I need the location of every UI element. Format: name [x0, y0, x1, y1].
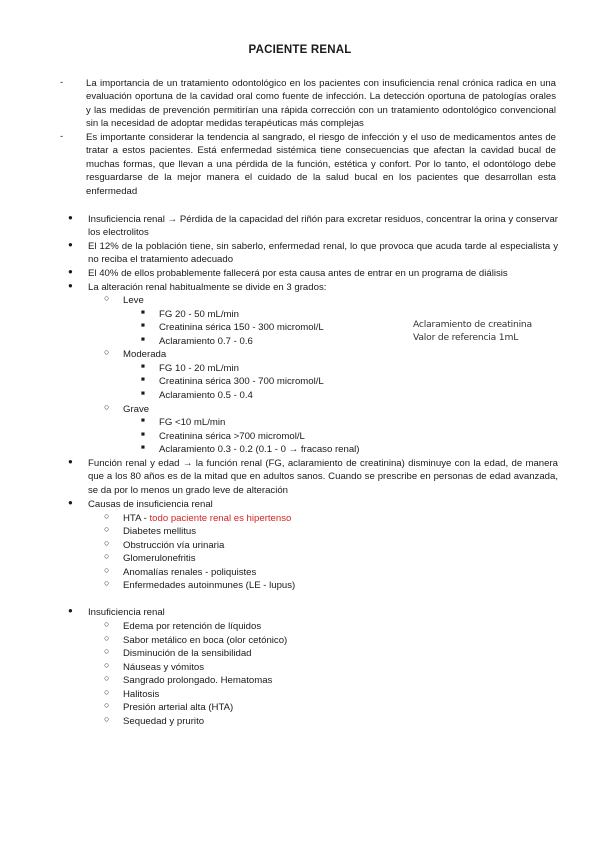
circle-bullet-icon: ○ — [104, 660, 110, 670]
grade-value: FG 20 - 50 mL/min — [159, 309, 239, 320]
circle-bullet-icon: ○ — [104, 673, 110, 683]
bullet-icon: ● — [68, 498, 73, 507]
intro-paragraph — [62, 77, 556, 131]
list-item — [68, 457, 558, 497]
symptom-item: Sangrado prolongado. Hematomas — [123, 675, 273, 686]
list-item — [104, 552, 196, 565]
circle-bullet-icon: ○ — [104, 700, 110, 710]
side-note — [413, 319, 532, 344]
bullet-icon: ● — [68, 281, 73, 290]
grade-value: Aclaramiento 0.3 - 0.2 (0.1 - 0 → fracaso renal) — [159, 444, 360, 455]
square-bullet-icon: ■ — [141, 363, 145, 370]
grade-value: Creatinina sérica 300 - 700 micromol/L — [159, 376, 324, 387]
bullet-icon: ● — [68, 267, 73, 276]
list-item — [104, 566, 256, 579]
circle-bullet-icon: ○ — [104, 633, 110, 643]
list-item — [104, 539, 224, 552]
circle-bullet-icon: ○ — [104, 578, 110, 588]
list-item — [104, 674, 272, 687]
list-item — [141, 362, 239, 375]
symptoms-title: Insuficiencia renal — [88, 607, 165, 618]
square-bullet-icon: ■ — [141, 444, 145, 451]
symptom-item: Disminución de la sensibilidad — [123, 648, 252, 659]
square-bullet-icon: ■ — [141, 431, 145, 438]
intro-text: La importancia de un tratamiento odontológico en los pacientes con insuficiencia renal crónica radica en una evaluación oportuna de la cavidad oral como fuente de infección. La detección oportuna de patologías orales y las medidas de prevención permitirían una rápida corrección con un tratamiento odontológico convencional sin la necesidad de adoptar medidas terapéuticas más complejas — [86, 78, 556, 130]
list-item — [68, 498, 558, 511]
circle-bullet-icon: ○ — [104, 511, 110, 521]
circle-bullet-icon: ○ — [104, 538, 110, 548]
mortality-text: El 40% de ellos probablemente fallecerá por esta causa antes de entrar en un programa de diálisis — [88, 268, 508, 279]
grade-value: Aclaramiento 0.7 - 0.6 — [159, 336, 253, 347]
circle-bullet-icon: ○ — [104, 619, 110, 629]
list-item — [141, 416, 225, 429]
square-bullet-icon: ■ — [141, 336, 145, 343]
list-item — [68, 606, 558, 619]
bullet-icon: ● — [68, 606, 73, 615]
circle-bullet-icon: ○ — [104, 646, 110, 656]
circle-bullet-icon: ○ — [104, 714, 110, 724]
side-note-line: Valor de referencia 1mL — [413, 331, 519, 343]
bullet-icon: ● — [68, 213, 73, 222]
list-item — [104, 661, 204, 674]
grade-leve — [104, 294, 144, 307]
grade-value: Creatinina sérica 150 - 300 micromol/L — [159, 322, 324, 333]
symptom-item: Náuseas y vómitos — [123, 662, 205, 673]
circle-bullet-icon: ○ — [104, 565, 110, 575]
symptom-item: Edema por retención de líquidos — [123, 621, 262, 632]
bullet-icon: ● — [68, 457, 73, 466]
list-item — [104, 634, 287, 647]
square-bullet-icon: ■ — [141, 417, 145, 424]
list-item — [141, 430, 305, 443]
hta-highlight-note: todo paciente renal es hipertenso — [149, 513, 292, 524]
list-item — [68, 213, 558, 240]
list-item — [141, 389, 253, 402]
symptom-item: Sabor metálico en boca (olor cetónico) — [123, 635, 288, 646]
cause-item: Obstrucción vía urinaria — [123, 540, 225, 551]
list-item — [104, 512, 291, 525]
list-item — [104, 525, 196, 538]
intro-paragraph — [62, 131, 556, 198]
list-item — [141, 443, 360, 456]
square-bullet-icon: ■ — [141, 376, 145, 383]
grade-value: FG 10 - 20 mL/min — [159, 363, 239, 374]
definition-text: Insuficiencia renal → Pérdida de la capacidad del riñón para excretar residuos, concentrar la orina y conservar los electrolitos — [88, 214, 558, 239]
list-item — [141, 321, 324, 334]
list-item — [141, 375, 324, 388]
age-text: Función renal y edad → la función renal (FG, aclaramiento de creatinina) disminuye con la edad, de manera que a los 80 años es de la mitad que en adultos sanos. Cuando se prescribe en personas de edad avanzada, se da por lo menos un grado leve de alteración — [88, 458, 558, 496]
cause-label: HTA - — [123, 513, 147, 524]
grades-intro-text: La alteración renal habitualmente se divide en 3 grados: — [88, 282, 327, 293]
list-item — [141, 335, 253, 348]
circle-bullet-icon: ○ — [104, 293, 110, 303]
list-item — [68, 281, 558, 294]
prevalence-text: El 12% de la población tiene, sin saberlo, enfermedad renal, lo que provoca que acuda tarde al especialista y no reciba el tratamiento adecuado — [88, 241, 558, 266]
bullet-icon: ● — [68, 240, 73, 249]
intro-text: Es importante considerar la tendencia al sangrado, el riesgo de infección y el uso de medicamentos antes de tratar a estos pacientes. Está enfermedad sistémica tiene consecuencias que afectan la cavidad bucal de muchas formas, que llevan a una pérdida de la función, estética y confort. Por lo tanto, el odontólogo debe resguardarse de la mejor manera el cuidado de la salud bucal en los pacientes que desarrollan esta enfermedad — [86, 132, 556, 197]
square-bullet-icon: ■ — [141, 390, 145, 397]
circle-bullet-icon: ○ — [104, 402, 110, 412]
symptom-item: Halitosis — [123, 689, 160, 700]
grade-label: Grave — [123, 404, 150, 415]
list-item — [104, 579, 295, 592]
list-item — [104, 620, 261, 633]
cause-item: Glomerulonefritis — [123, 553, 196, 564]
causes-title: Causas de insuficiencia renal — [88, 499, 213, 510]
list-item — [68, 267, 558, 280]
list-item — [104, 701, 233, 714]
circle-bullet-icon: ○ — [104, 551, 110, 561]
grade-label: Leve — [123, 295, 144, 306]
grade-value: FG <10 mL/min — [159, 417, 226, 428]
grade-value: Aclaramiento 0.5 - 0.4 — [159, 390, 253, 401]
grade-value: Creatinina sérica >700 micromol/L — [159, 431, 305, 442]
cause-item: Anomalías renales - poliquistes — [123, 567, 257, 578]
circle-bullet-icon: ○ — [104, 347, 110, 357]
square-bullet-icon: ■ — [141, 309, 145, 316]
page-title: PACIENTE RENAL — [248, 44, 352, 56]
square-bullet-icon: ■ — [141, 322, 145, 329]
list-item — [104, 688, 159, 701]
list-item — [68, 240, 558, 267]
grade-label: Moderada — [123, 349, 167, 360]
dash-marker: - — [60, 77, 64, 88]
circle-bullet-icon: ○ — [104, 524, 110, 534]
dash-marker: - — [60, 131, 64, 142]
side-note-line: Aclaramiento de creatinina — [413, 319, 532, 330]
list-item — [104, 715, 204, 728]
grade-grave — [104, 403, 149, 416]
cause-item: Diabetes mellitus — [123, 526, 197, 537]
symptom-item: Sequedad y prurito — [123, 716, 205, 727]
grade-moderada — [104, 348, 166, 361]
circle-bullet-icon: ○ — [104, 687, 110, 697]
cause-item: Enfermedades autoinmunes (LE - lupus) — [123, 580, 296, 591]
list-item — [141, 308, 239, 321]
list-item — [104, 647, 252, 660]
symptom-item: Presión arterial alta (HTA) — [123, 702, 234, 713]
